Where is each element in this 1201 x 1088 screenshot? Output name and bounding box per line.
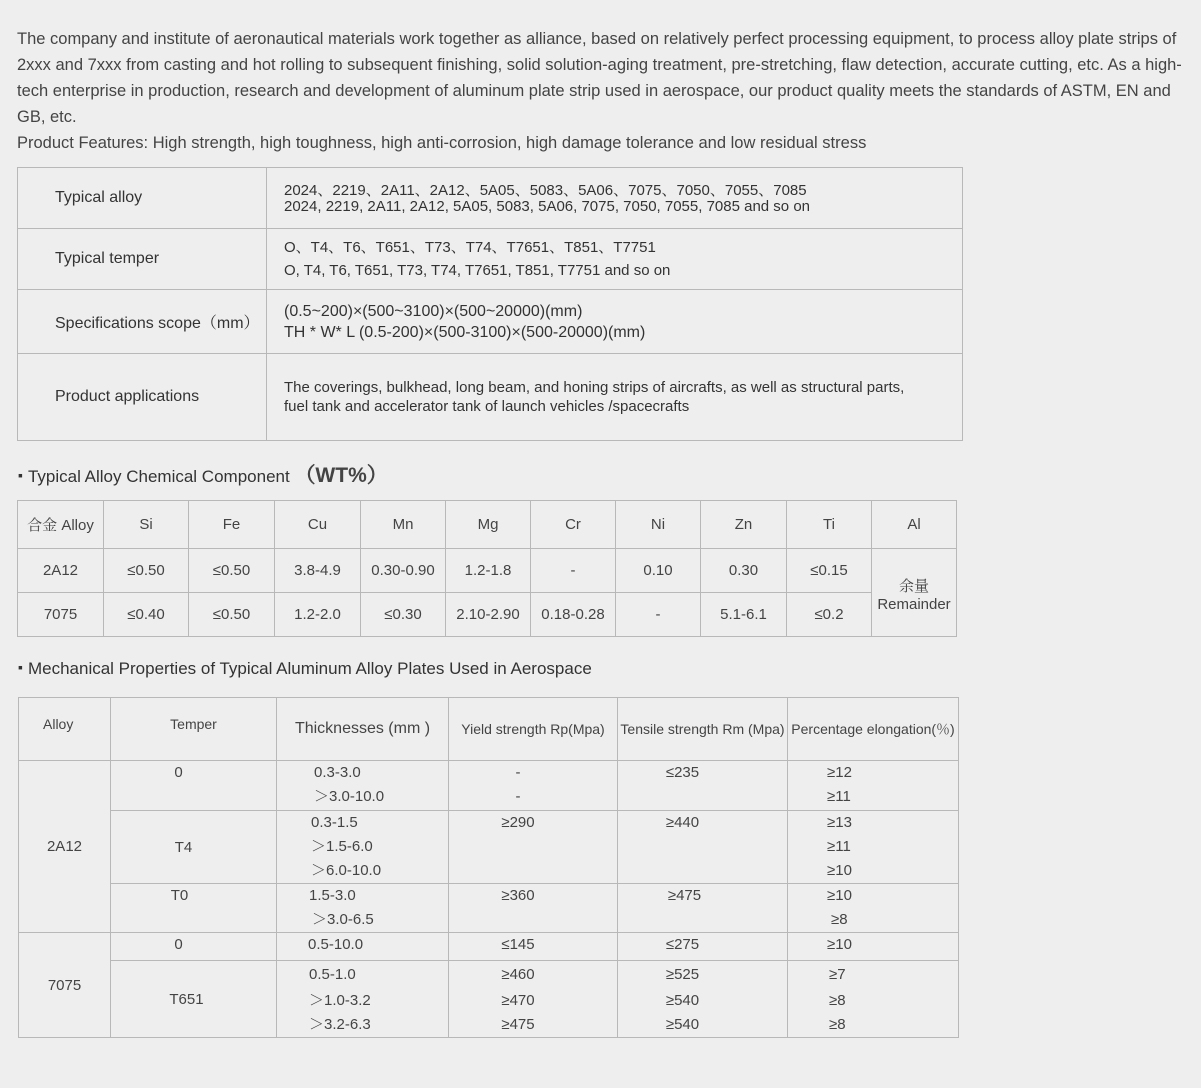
temper-value: T0 [170,887,189,904]
header-cell: Zn [701,501,787,549]
row-value [267,168,963,229]
cell-line: ＞6.0-10.0 [311,862,382,879]
row-label: Typical alloy [18,168,267,229]
cell: ≤0.2 [787,593,872,637]
row-value [267,354,963,441]
cell-line: - [515,764,521,781]
cell: 0.30-0.90 [361,549,446,593]
cell-line: ≥440 [665,814,700,831]
cell: 1.2-1.8 [446,549,531,593]
cell-line: 0.3-3.0 [314,764,361,781]
cell-line: 0.5-10.0 [308,936,364,953]
overview-table [17,167,963,441]
cell: - [531,549,616,593]
thickness-cell [277,933,449,961]
thickness-cell [277,961,449,1038]
row-label: Typical temper [18,229,267,290]
cell-line: ≤275 [665,936,700,953]
tensile-cell [618,884,788,933]
temper-value: 0 [174,936,183,953]
mech-section-title [18,659,592,679]
table-header-row [18,501,957,549]
header-cell: Yield strength Rp(Mpa) [449,698,618,761]
cell-line: 0.5-1.0 [309,966,356,983]
header-cell: Tensile strength Rm (Mpa) [618,698,788,761]
alloy-cell: 2A12 [19,761,111,933]
cell-line: ≥12 [827,764,852,781]
chem-table [17,500,957,637]
value-line: The coverings, bulkhead, long beam, and honing strips of aircrafts, as well as structural parts, [284,379,905,396]
cell-line: ≥11 [827,788,851,805]
cell-line: ≥10 [827,936,852,953]
cell: 0.18-0.28 [531,593,616,637]
table-row [18,593,957,637]
cell: ≤0.15 [787,549,872,593]
temper-cell [111,811,277,884]
row-label: Product applications [18,354,267,441]
table-row [18,290,963,354]
cell-line: ≤235 [665,764,700,781]
header-cell: Si [104,501,189,549]
cell-line: ＞3.2-6.3 [309,1016,371,1033]
cell: 2.10-2.90 [446,593,531,637]
value-line: TH * W* L (0.5-200)×(500-3100)×(500-20000)(mm) [284,323,646,341]
header-cell: 合金 Alloy [18,501,104,549]
table-row [18,168,963,229]
row-value [267,290,963,354]
temper-value: T651 [169,990,204,1008]
value-line: 2024、2219、2A11、2A12、5A05、5083、5A06、7075、7050、7055、7085 [284,182,807,199]
cell: ≤0.40 [104,593,189,637]
table-row [18,354,963,441]
cell: ≤0.50 [104,549,189,593]
value-line: O, T4, T6, T651, T73, T74, T7651, T851, T7751 and so on [284,262,671,279]
elongation-cell [788,884,959,933]
value-line: (0.5~200)×(500~3100)×(500~20000)(mm) [284,302,583,320]
cell-line: ≤145 [501,936,535,953]
intro-text [17,26,1185,156]
row-label: Specifications scope（mm） [18,290,267,354]
cell-line: ≥525 [665,966,700,983]
al-remainder-cn: 余量 [898,577,929,595]
cell: 0.30 [701,549,787,593]
cell: 5.1-6.1 [701,593,787,637]
bullet-icon: ▪ [18,659,23,675]
mech-table [18,697,959,1038]
thickness-cell [277,884,449,933]
header-cell: Mg [446,501,531,549]
cell-line: ＞3.0-6.5 [312,911,374,928]
bullet-icon: ▪ [18,467,23,483]
chem-title-unit: （WT%） [294,464,388,487]
temper-cell [111,933,277,961]
al-remainder-en: Remainder [877,595,951,613]
cell: 0.10 [616,549,701,593]
value-line: fuel tank and accelerator tank of launch vehicles /spacecrafts [284,398,690,415]
cell-line: ≥470 [501,992,535,1009]
cell-line: ≥360 [501,887,535,904]
temper-cell [111,884,277,933]
cell-line: ＞3.0-10.0 [314,788,385,805]
cell: 2A12 [18,549,104,593]
thickness-cell [277,811,449,884]
temper-value: 0 [174,764,183,781]
header-cell: Percentage elongation(％) [788,698,959,761]
cell-line: ＞1.5-6.0 [311,838,373,855]
cell-line: ≥13 [827,814,852,831]
header-cell: Alloy [19,698,111,761]
cell-line: ≥475 [501,1016,535,1033]
chem-section-title [18,459,388,489]
cell: 1.2-2.0 [275,593,361,637]
cell-line: ≥8 [831,911,848,928]
value-line: 2024, 2219, 2A11, 2A12, 5A05, 5083, 5A06, 7075, 7050, 7055, 7085 and so on [284,198,811,215]
cell-line: ≥11 [827,838,851,855]
cell-line: ≥540 [665,992,700,1009]
temper-value: T4 [174,838,193,856]
alloy-cell: 7075 [19,933,111,1038]
al-remainder-cell [872,549,957,637]
cell: ≤0.50 [189,593,275,637]
elongation-cell [788,811,959,884]
cell-line: ≥10 [827,862,852,879]
header-cell: Ni [616,501,701,549]
table-row [18,229,963,290]
header-cell: Thicknesses (mm ) [277,698,449,761]
table-row [19,884,959,933]
cell-line: - [515,788,521,805]
product-features: Product Features: High strength, high toughness, high anti-corrosion, high damage tolerance and low residual stress [17,134,867,152]
thickness-cell [277,761,449,811]
elongation-cell [788,761,959,811]
yield-cell [449,761,618,811]
cell-line: ≥475 [667,887,702,904]
yield-cell [449,933,618,961]
elongation-cell [788,933,959,961]
intro-paragraph: The company and institute of aeronautical materials work together as alliance, based on relatively perfect processing equipment, to process alloy plate strips of 2xxx and 7xxx from casting and hot rolling to subsequent finishing, solid solution-aging treatment, pre-stretching, flaw detection, accurate cutting, etc. As a high-tech enterprise in production, research and development of aluminum plate strip used in aerospace, our product quality meets the standards of ASTM, EN and GB, etc. [17,30,1182,126]
cell-line: ≥290 [501,814,535,831]
cell-line: ≥540 [665,1016,700,1033]
table-row [19,811,959,884]
tensile-cell [618,761,788,811]
cell-line: ＞1.0-3.2 [309,992,371,1009]
table-row [19,933,959,961]
table-row [19,961,959,1038]
cell-line: 1.5-3.0 [309,887,356,904]
header-cell: Mn [361,501,446,549]
cell-line: ≥10 [827,887,852,904]
temper-cell [111,761,277,811]
cell-line: ≥460 [501,966,535,983]
cell-line [618,785,747,809]
elongation-cell [788,961,959,1038]
yield-cell [449,961,618,1038]
header-cell: Fe [189,501,275,549]
header-cell: Ti [787,501,872,549]
chem-title-text: Typical Alloy Chemical Component [27,467,290,486]
yield-cell [449,811,618,884]
yield-cell [449,884,618,933]
cell-line: 0.3-1.5 [311,814,358,831]
header-cell: Al [872,501,957,549]
header-cell: Temper [111,698,277,761]
row-value [267,229,963,290]
header-cell: Cu [275,501,361,549]
table-row [19,761,959,811]
cell: ≤0.50 [189,549,275,593]
tensile-cell [618,811,788,884]
table-header-row [19,698,959,761]
table-row [18,549,957,593]
cell: 7075 [18,593,104,637]
mech-title-text: Mechanical Properties of Typical Aluminum Alloy Plates Used in Aerospace [27,659,592,678]
temper-cell [111,961,277,1038]
value-line: O、T4、T6、T651、T73、T74、T7651、T851、T7751 [284,239,656,256]
cell: - [616,593,701,637]
tensile-cell [618,933,788,961]
cell-line: ≥7 [829,966,846,983]
header-cell: Cr [531,501,616,549]
cell-line: ≥8 [829,1016,846,1033]
cell: ≤0.30 [361,593,446,637]
tensile-cell [618,961,788,1038]
cell-line: ≥8 [829,992,846,1009]
cell: 3.8-4.9 [275,549,361,593]
